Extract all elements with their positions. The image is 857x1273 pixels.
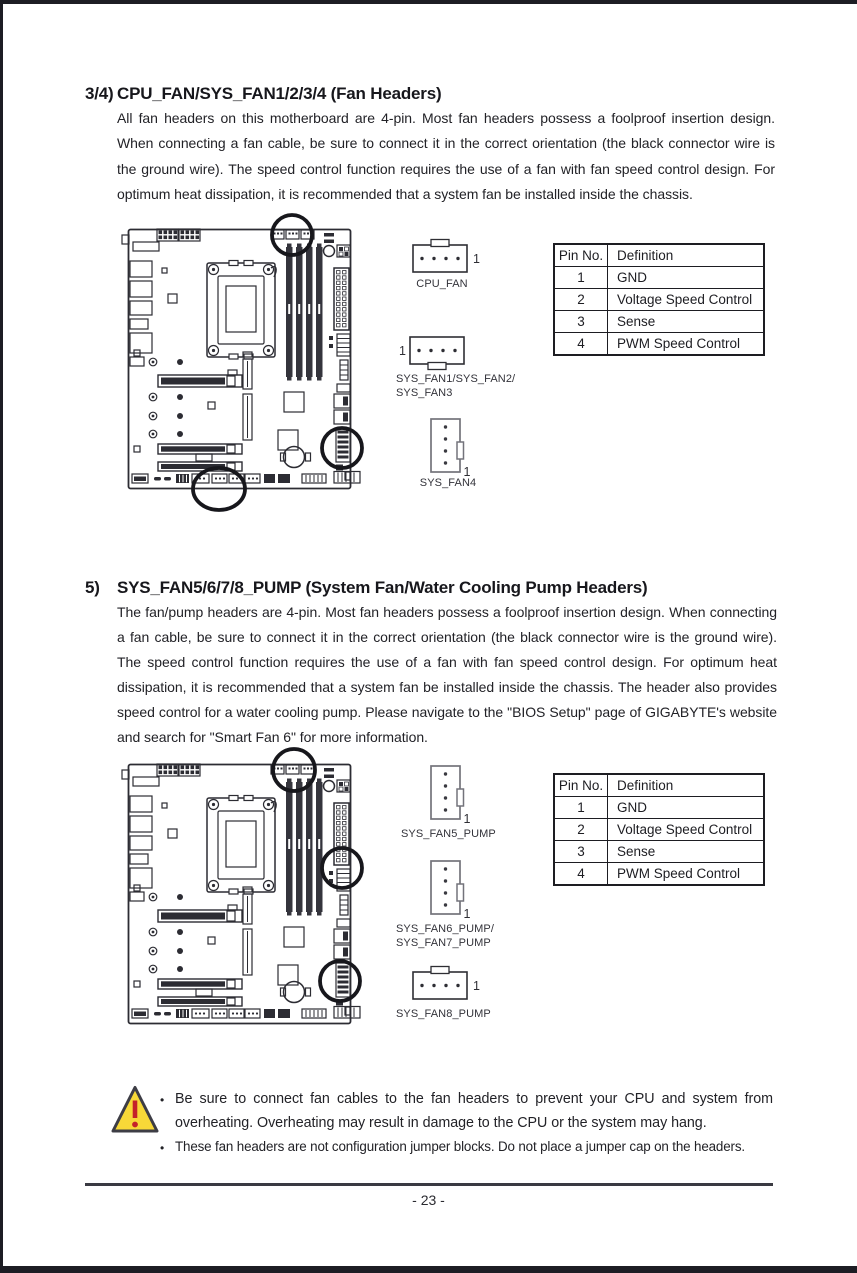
connector-label-line: SYS_FAN4 [419, 477, 477, 489]
connector-label-line: CPU_FAN [416, 278, 468, 290]
pin-table-row [554, 841, 764, 863]
pin-table-cell: 4 [554, 863, 608, 886]
pin-definition-table-1 [553, 243, 765, 356]
pin-table-cell: Sense [608, 841, 765, 863]
svg-text:1: 1 [473, 252, 480, 266]
pin-table-row [554, 819, 764, 841]
bullet-icon: • [160, 1093, 165, 1107]
sys-fan6-7-pump-connector [424, 859, 474, 921]
section-1-number: 3/4) [85, 84, 114, 103]
pin-table-cell: 4 [554, 333, 608, 356]
sys-fan1-2-3-connector [396, 329, 472, 373]
pin-table-row [554, 797, 764, 819]
sys-fan5-pump-connector-diagram [424, 764, 474, 831]
connector-label-line: SYS_FAN7_PUMP [396, 936, 491, 949]
pin-table-cell: PWM Speed Control [608, 863, 765, 886]
section-1-heading [85, 84, 775, 104]
page-edge-left [0, 0, 3, 1273]
page-number: - 23 - [412, 1192, 445, 1208]
sys-fan6-7-pump-connector-diagram [424, 859, 474, 926]
connector-label-line: SYS_FAN6_PUMP/ [396, 923, 494, 935]
pin-table-header-cell: Pin No. [554, 774, 608, 797]
pin-table-cell: Voltage Speed Control [608, 819, 765, 841]
sys-fan4-connector-diagram [424, 417, 474, 484]
section-2-number: 5) [85, 578, 100, 597]
sys-fan5-pump-connector [424, 764, 474, 826]
svg-text:1: 1 [473, 979, 480, 993]
bullet-icon: • [160, 1141, 165, 1155]
sys-fan1-2-3-connector-label [396, 373, 516, 400]
sys-fan8-pump-connector [412, 964, 488, 1008]
footer-rule [85, 1183, 773, 1186]
pin-table-header-cell: Definition [608, 244, 765, 267]
section-2-heading [85, 578, 775, 598]
pin-table-row [554, 333, 764, 356]
pin-table-cell: 1 [554, 797, 608, 819]
sys-fan4-connector [424, 417, 474, 479]
svg-text:1: 1 [463, 812, 471, 826]
section-1-body: All fan headers on this motherboard are 4-pin. Most fan headers possess a foolproof insertion design. When connecting a fan cable, be sure to connect it in the correct orientation (the black connector wire is the ground wire). The speed control function requires the use of a fan with fan speed control design. For optimum heat dissipation, it is recommended that a system fan be installed inside the chassis. [117, 110, 775, 203]
sys-fan4-connector-label [410, 477, 486, 491]
connector-label-line: SYS_FAN5_PUMP [401, 828, 496, 840]
pin-table-cell: 3 [554, 841, 608, 863]
pin-table-row [554, 289, 764, 311]
pin-table-row [554, 863, 764, 886]
connector-label-line: SYS_FAN3 [396, 386, 453, 399]
sys-fan8-pump-connector-diagram [412, 964, 488, 1013]
sys-fan1-2-3-connector-diagram [396, 329, 472, 378]
warning-note-item: • Be sure to connect fan cables to the fan headers to prevent your CPU and system from overheating. Overheating may result in damage to the CPU or the system may hang. [160, 1087, 773, 1135]
sys-fan6-7-pump-connector-label [396, 923, 516, 950]
pin-table-cell: PWM Speed Control [608, 333, 765, 356]
pin-table-cell: GND [608, 267, 765, 289]
motherboard-diagram-1 [112, 206, 364, 512]
svg-text:1: 1 [463, 465, 471, 479]
pin-table-cell: GND [608, 797, 765, 819]
sys-fan5-pump-connector-label [401, 828, 521, 842]
pin-table-cell: 3 [554, 311, 608, 333]
header-highlight-circle [273, 749, 315, 791]
pin-table-row [554, 311, 764, 333]
page-edge-bottom [0, 1266, 857, 1273]
cpu-fan-connector-label [413, 278, 471, 292]
svg-text:1: 1 [463, 907, 471, 921]
page-edge-top [0, 0, 857, 4]
warning-note-list [160, 1087, 773, 1160]
warning-triangle-icon [110, 1084, 160, 1136]
pin-table-header-cell: Definition [608, 774, 765, 797]
pin-table-cell: Voltage Speed Control [608, 289, 765, 311]
cpu-fan-connector [412, 237, 488, 281]
pin-table-cell: 2 [554, 819, 608, 841]
connector-label-line: SYS_FAN8_PUMP [396, 1008, 491, 1020]
section-2-title: SYS_FAN5/6/7/8_PUMP (System Fan/Water Cooling Pump Headers) [117, 578, 648, 597]
motherboard-diagram-2 [112, 741, 364, 1047]
pin-table-row [554, 267, 764, 289]
pin-table-cell: Sense [608, 311, 765, 333]
pin-table-header-cell: Pin No. [554, 244, 608, 267]
connector-label-line: SYS_FAN1/SYS_FAN2/ [396, 373, 516, 385]
pin-table-cell: 1 [554, 267, 608, 289]
svg-text:1: 1 [399, 344, 406, 358]
sys-fan8-pump-connector-label [396, 1008, 516, 1022]
pin-table-cell: 2 [554, 289, 608, 311]
section-1-title: CPU_FAN/SYS_FAN1/2/3/4 (Fan Headers) [117, 84, 442, 103]
section-2-body: The fan/pump headers are 4-pin. Most fan headers possess a foolproof insertion design. When connecting a fan cable, be sure to connect it in the correct orientation (the black connector wire is the ground wire). The speed control function requires the use of a fan with fan speed control design. For optimum heat dissipation, it is recommended that a system fan be installed inside the chassis. The header also provides speed control for a water cooling pump. Please navigate to the "BIOS Setup" page of GIGABYTE's website and search for "Smart Fan 6" for more information. [117, 604, 777, 745]
pin-definition-table-2 [553, 773, 765, 886]
warning-note-item: • These fan headers are not configuration jumper blocks. Do not place a jumper cap on the headers. [160, 1135, 773, 1160]
